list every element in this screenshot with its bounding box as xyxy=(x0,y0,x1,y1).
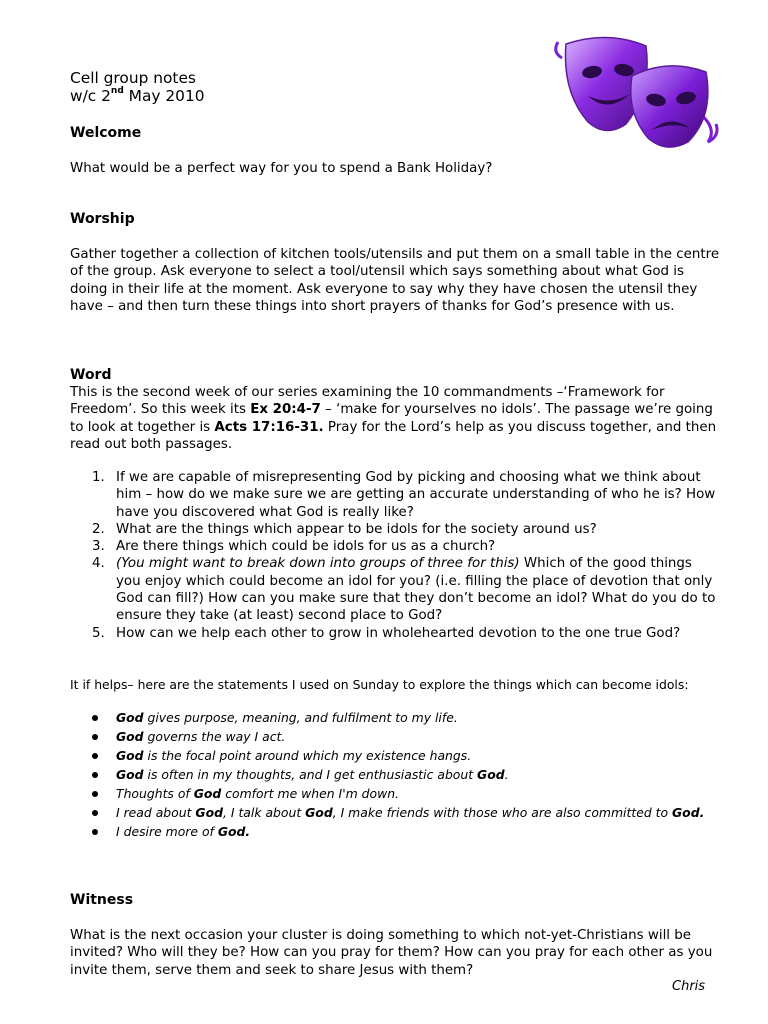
idol-statements xyxy=(70,710,710,843)
list-item: 4. (You might want to break down into groups of three for this) Which of the good things you enjoy which could become an idol for you? (i.e. filling the place of devotion that only God can fill?) How can you make sure that they don’t become an idol? What do you do to ensure they take (at least) second place to God? xyxy=(92,556,716,624)
witness-heading: Witness xyxy=(70,892,134,908)
witness-text: What is the next occasion your cluster is doing something to which not-yet-Christians will be invited? Who will they be? How can you pray for them? How can you pray for each other as you invite them, serve them and seek to share Jesus with them? xyxy=(70,928,713,978)
list-item: 1. If we are capable of misrepresenting God by picking and choosing what we think about him – how do we make sure we are getting an accurate understanding of who he is? How have you discovered what God is really like? xyxy=(92,470,716,520)
list-item: I desire more of God. xyxy=(70,824,710,840)
worship-heading: Worship xyxy=(70,211,135,227)
title-line2: w/c 2nd May 2010 xyxy=(70,86,205,105)
discussion-questions xyxy=(70,469,720,642)
list-item: God gives purpose, meaning, and fulfilment to my life. xyxy=(70,710,710,726)
word-intro: This is the second week of our series examining the 10 commandments –‘Framework for Freedom’. So this week its Ex 20:4-7 – ‘make for yourselves no idols’. The passage we’re going to look at together is Acts 17:16-31. Pray for the Lord’s help as you discuss together, and then read out both passages. xyxy=(70,385,717,452)
scripture-ref-acts: Acts 17:16-31. xyxy=(214,419,324,435)
list-item: 3. Are there things which could be idols for us as a church? xyxy=(92,539,496,555)
worship-text: Gather together a collection of kitchen tools/utensils and put them on a small table in the centre of the group. Ask everyone to select a tool/utensil which says something about what God is doing in their life at the moment. Ask everyone to say why they have chosen the utensil they have – and then turn these things into short prayers of thanks for God’s presence with us. xyxy=(70,247,720,314)
list-item: God governs the way I act. xyxy=(70,729,710,745)
list-item: I read about God, I talk about God, I make friends with those who are also committed to God. xyxy=(70,805,710,821)
welcome-text: What would be a perfect way for you to spend a Bank Holiday? xyxy=(70,161,493,176)
list-item: 2. What are the things which appear to be idols for the society around us? xyxy=(92,521,597,537)
welcome-heading: Welcome xyxy=(70,125,142,141)
document-title xyxy=(70,70,205,105)
list-item: God is often in my thoughts, and I get enthusiastic about God. xyxy=(70,767,710,783)
list-item: Thoughts of God comfort me when I'm down. xyxy=(70,786,710,802)
signature: Chris xyxy=(672,979,706,994)
theatre-masks-logo xyxy=(548,32,728,154)
list-item: God is the focal point around which my existence hangs. xyxy=(70,748,710,764)
title-line1: Cell group notes xyxy=(70,69,196,87)
word-heading: Word xyxy=(70,367,112,383)
scripture-ref-exodus: Ex 20:4-7 xyxy=(250,402,321,418)
theatre-masks-icon xyxy=(548,32,728,154)
list-item: 5. How can we help each other to grow in wholehearted devotion to the one true God? xyxy=(92,625,681,641)
helps-text: It if helps– here are the statements I used on Sunday to explore the things which can become idols: xyxy=(70,677,689,692)
